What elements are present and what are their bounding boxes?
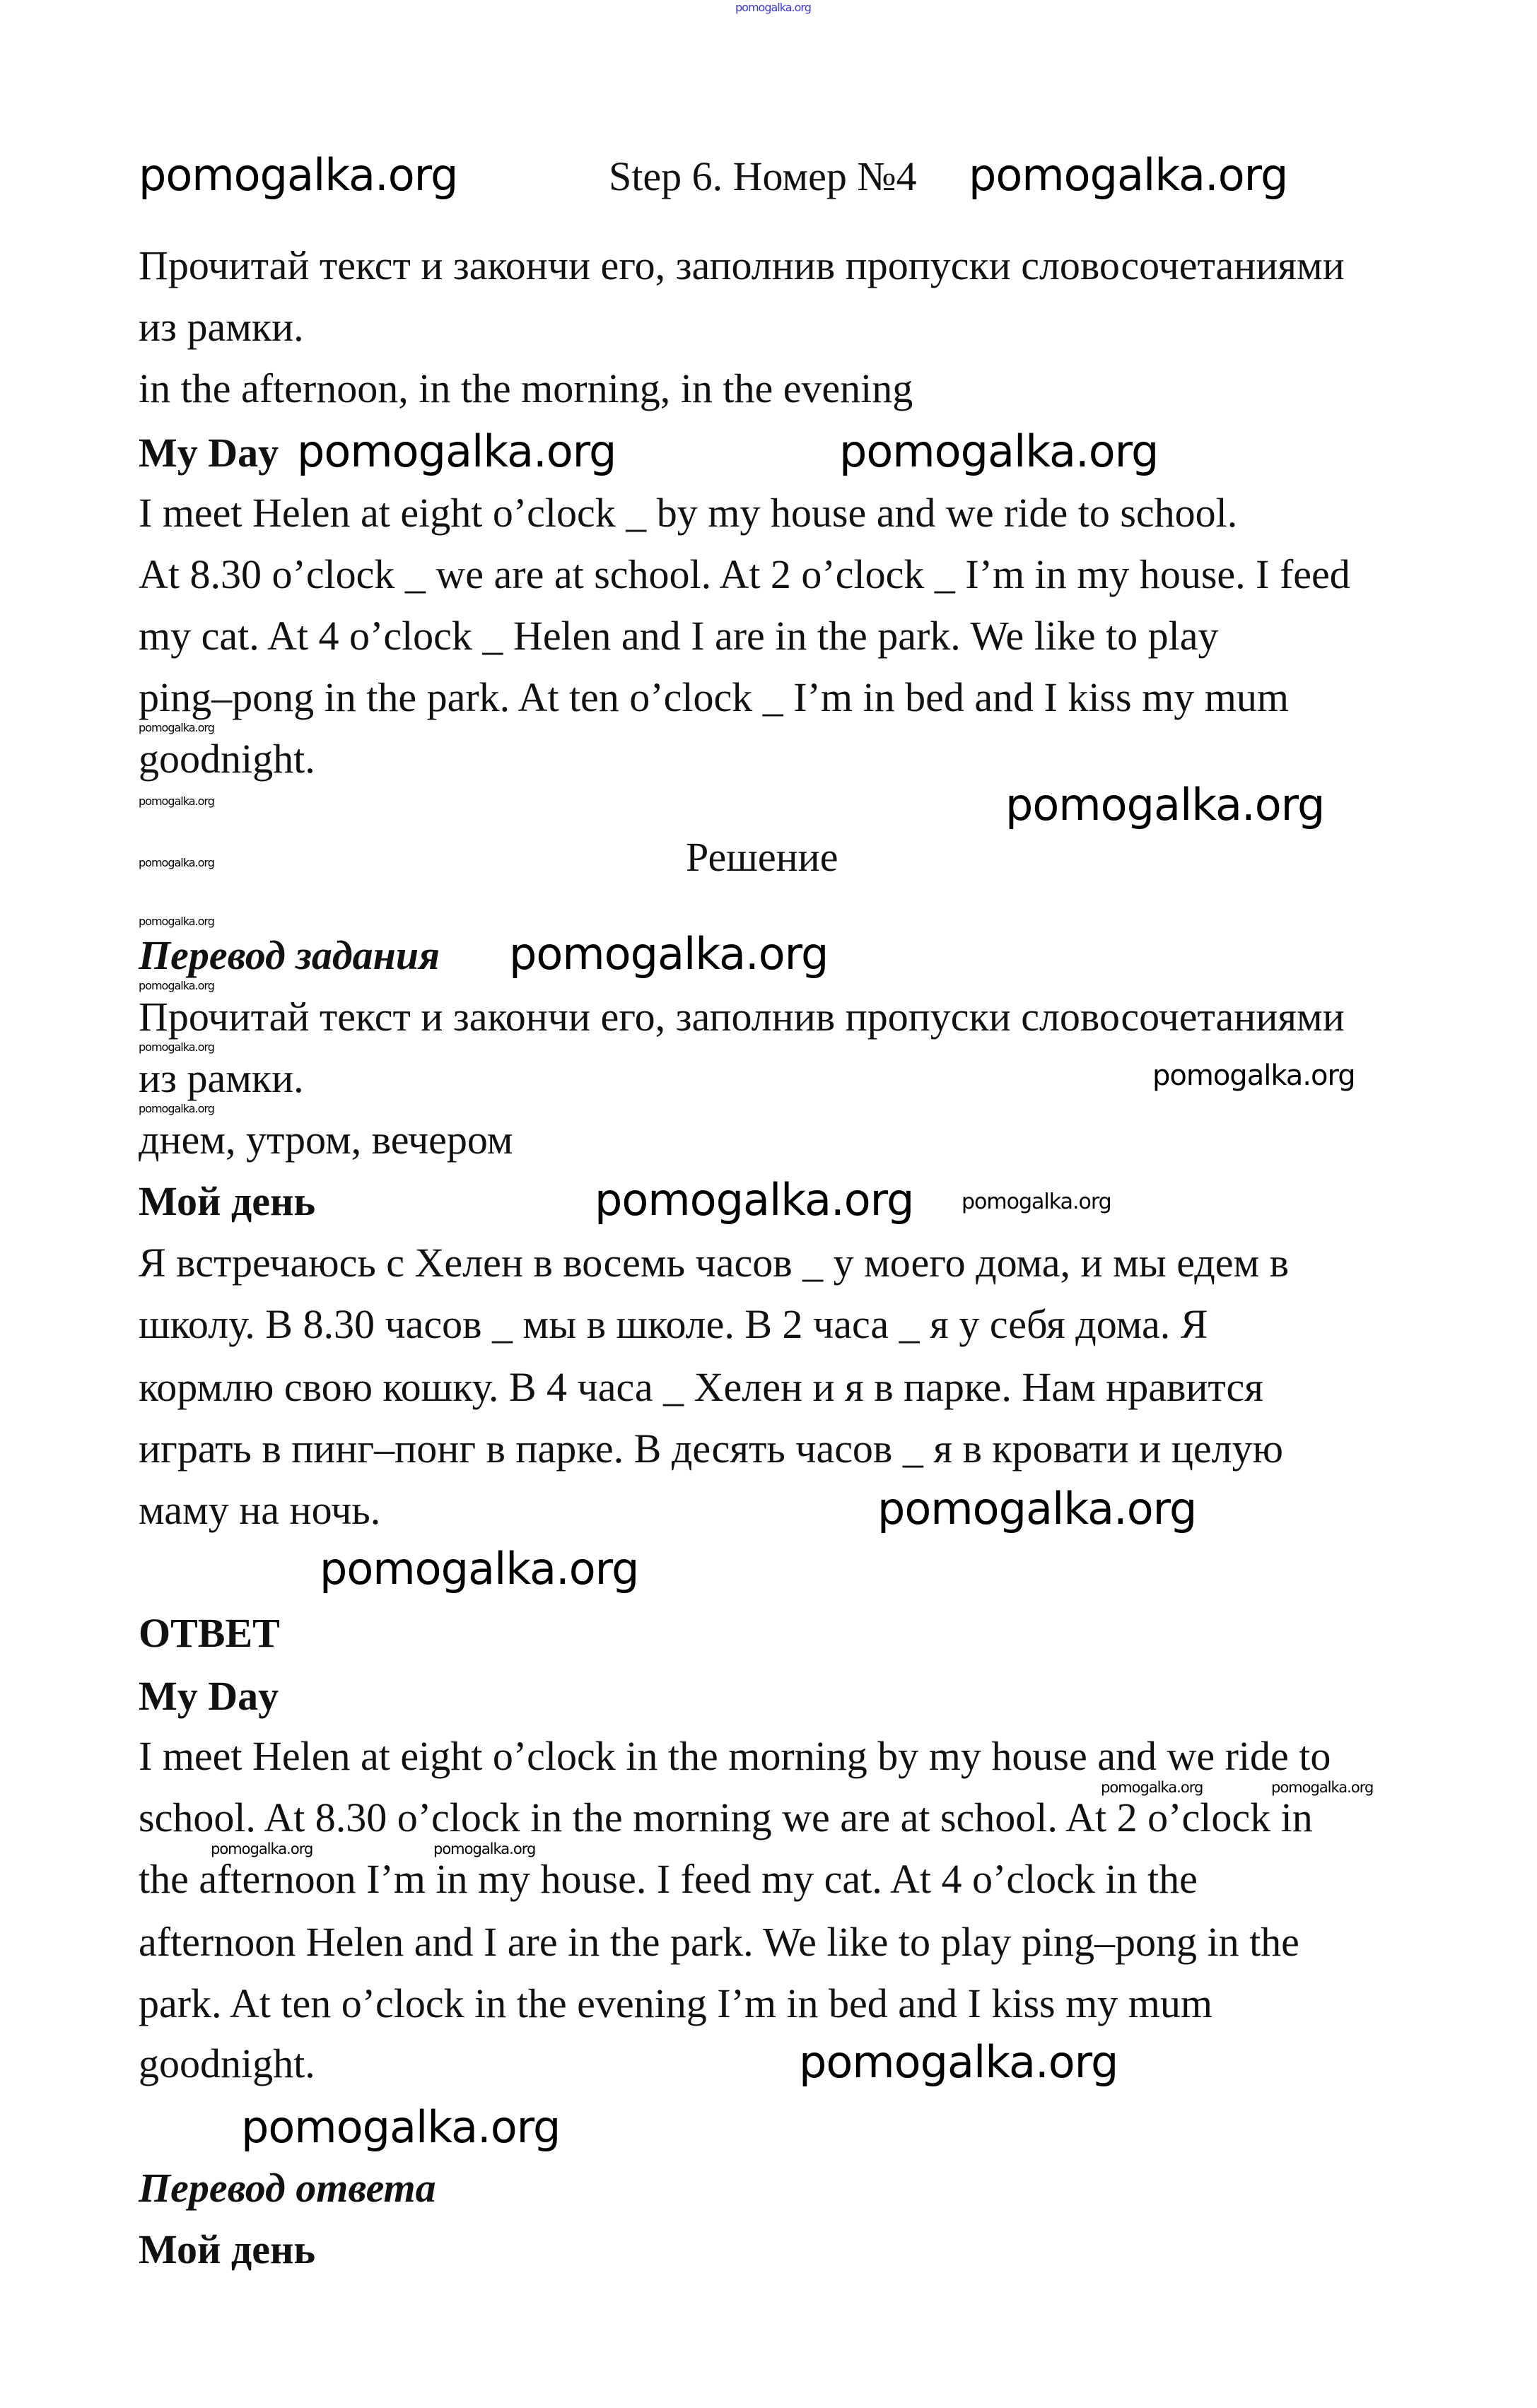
answer-line: park. At ten o’clock in the evening I’m in bed and I kiss my mum [139,1980,1212,2026]
translation-text-line: школу. В 8.30 часов _ мы в школе. В 2 часа _ я у себя дома. Я [139,1301,1208,1347]
watermark: pomogalka.org [799,2036,1118,2088]
page-title: Step 6. Номер №4 [609,153,917,199]
watermark: pomogalka.org [139,794,214,808]
translation-text-line: маму на ночь. [139,1487,381,1533]
text-line: ping–pong in the park. At ten o’clock _ I’m in bed and I kiss my mum [139,674,1289,720]
translation-line: из рамки. [139,1055,304,1101]
watermark: pomogalka.org [962,1190,1111,1214]
translation-text-line: играть в пинг–понг в парке. В десять часов _ я в кровати и целую [139,1426,1283,1472]
watermark: pomogalka.org [241,2101,561,2153]
translation-text-line: Я встречаюсь с Хелен в восемь часов _ у моего дома, и мы едем в [139,1240,1290,1286]
translation-heading: Перевод задания [139,932,440,978]
watermark-top[interactable]: pomogalka.org [735,1,811,14]
watermark: pomogalka.org [139,149,458,201]
text-line: my cat. At 4 o’clock _ Helen and I are in the park. We like to play [139,613,1219,659]
text-line: goodnight. [139,736,315,782]
watermark: pomogalka.org [1005,779,1325,830]
watermark: pomogalka.org [877,1483,1197,1534]
answer-line: goodnight. [139,2040,315,2086]
watermark: pomogalka.org [139,1040,214,1054]
text-heading: My Day [139,430,279,476]
answer-label: ОТВЕТ [139,1610,280,1656]
solution-label: Решение [686,834,838,880]
translation-text-line: кормлю свою кошку. В 4 часа _ Хелен и я в парке. Нам нравится [139,1364,1263,1410]
watermark: pomogalka.org [433,1840,536,1857]
watermark: pomogalka.org [139,856,214,869]
watermark: pomogalka.org [320,1543,639,1594]
text-line: At 8.30 o’clock _ we are at school. At 2 o’clock _ I’m in my house. I feed [139,551,1350,597]
watermark: pomogalka.org [1152,1059,1355,1092]
translation-subheading: Мой день [139,1178,316,1224]
watermark: pomogalka.org [839,425,1159,477]
phrase-box: in the afternoon, in the morning, in the evening [139,365,913,411]
watermark: pomogalka.org [509,928,829,980]
watermark: pomogalka.org [139,1102,214,1115]
answer-translation-subheading: Мой день [139,2226,316,2272]
watermark: pomogalka.org [1271,1779,1374,1796]
watermark: pomogalka.org [1101,1779,1203,1796]
watermark: pomogalka.org [297,425,616,477]
answer-line: the afternoon I’m in my house. I feed my cat. At 4 o’clock in the [139,1856,1198,1902]
watermark: pomogalka.org [139,979,214,992]
translation-phrases: днем, утром, вечером [139,1117,513,1163]
answer-line: afternoon Helen and I are in the park. We like to play ping–pong in the [139,1919,1299,1965]
text-line: I meet Helen at eight o’clock _ by my house and we ride to school. [139,490,1238,536]
task-line: из рамки. [139,304,304,350]
watermark: pomogalka.org [595,1174,914,1226]
watermark: pomogalka.org [211,1840,313,1857]
watermark: pomogalka.org [969,149,1288,201]
answer-heading: My Day [139,1673,279,1719]
answer-line: I meet Helen at eight o’clock in the morning by my house and we ride to [139,1733,1331,1779]
task-line: Прочитай текст и закончи его, заполнив пропуски словосочетаниями [139,242,1345,288]
answer-translation-heading: Перевод ответа [139,2165,436,2211]
translation-line: Прочитай текст и закончи его, заполнив пропуски словосочетаниями [139,994,1345,1040]
watermark: pomogalka.org [139,915,214,928]
answer-line: school. At 8.30 o’clock in the morning we are at school. At 2 o’clock in [139,1795,1313,1840]
watermark: pomogalka.org [139,721,214,734]
